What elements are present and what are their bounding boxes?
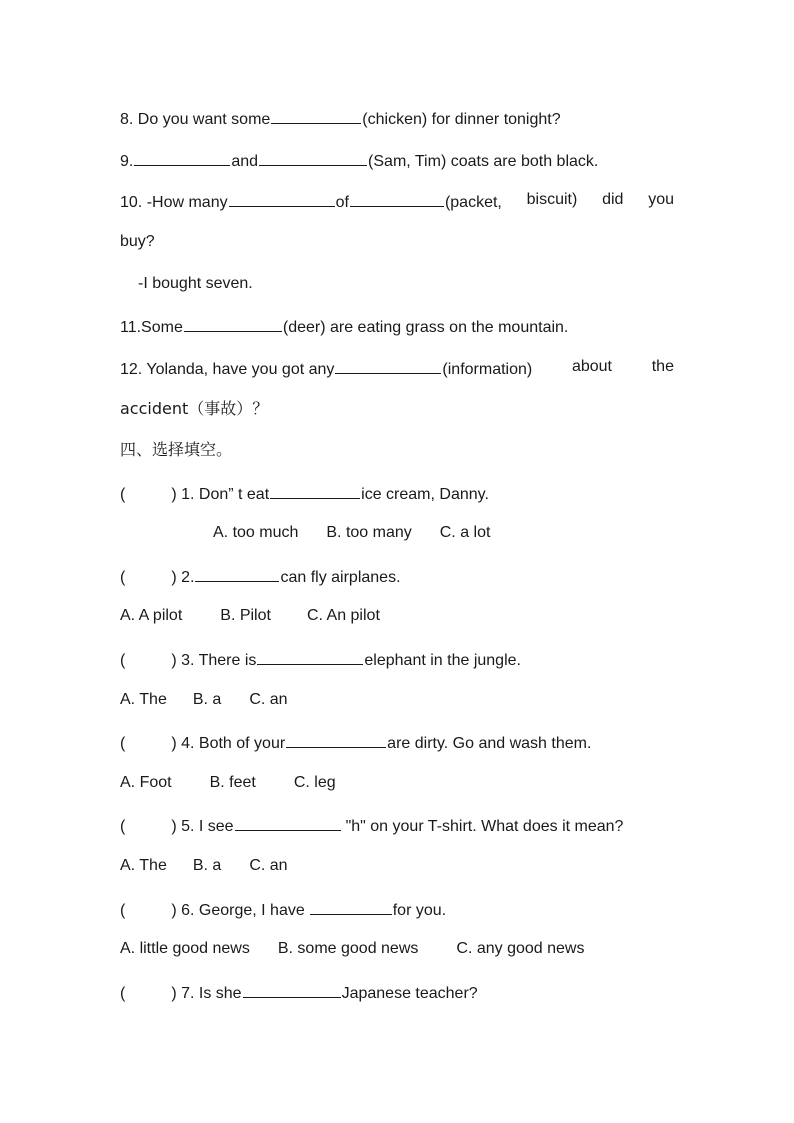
answer-blank[interactable] (229, 190, 335, 207)
answer-blank[interactable] (310, 898, 392, 915)
answer-blank[interactable] (184, 315, 282, 332)
option-b[interactable]: B. feet (209, 774, 256, 791)
option-b[interactable]: B. Pilot (220, 607, 271, 624)
question-10-answer: -I bought seven. (138, 275, 253, 292)
option-c[interactable]: C. an (249, 857, 288, 874)
mc-question-2: ( ) 2. can fly airplanes. (120, 565, 401, 588)
option-b[interactable]: B. a (192, 857, 222, 874)
section-title: 四、选择填空。 (120, 440, 233, 459)
mc-options-4 (120, 773, 336, 793)
option-b[interactable]: B. too many (326, 524, 412, 541)
answer-blank[interactable] (257, 648, 363, 665)
answer-blank[interactable] (134, 149, 230, 166)
answer-blank[interactable] (195, 565, 279, 582)
answer-blank[interactable] (271, 107, 361, 124)
option-a[interactable]: A. little good news (120, 940, 250, 957)
mc-options-1 (213, 523, 490, 543)
answer-blank[interactable] (350, 190, 444, 207)
mc-question-3: ( ) 3. There is elephant in the jungle. (120, 648, 521, 671)
question-10-continuation: buy? (120, 233, 155, 250)
mc-question-7: ( ) 7. Is she Japanese teacher? (120, 981, 478, 1004)
question-10: 10. -How many of (packet, biscuit) did you (120, 191, 674, 211)
question-8: 8. Do you want some (chicken) for dinner tonight? (120, 107, 561, 130)
answer-blank[interactable] (286, 731, 386, 748)
answer-blank[interactable] (259, 149, 367, 166)
option-a[interactable]: A. A pilot (120, 607, 183, 624)
option-b[interactable]: B. a (192, 691, 222, 708)
mc-question-1: ( ) 1. Don” t eat ice cream, Danny. (120, 482, 489, 505)
option-a[interactable]: A. Foot (120, 774, 172, 791)
mc-options-5 (120, 856, 288, 876)
option-a[interactable]: A. The (120, 691, 167, 708)
mc-options-2 (120, 606, 380, 626)
option-c[interactable]: C. An pilot (306, 607, 380, 624)
option-c[interactable]: C. any good news (456, 940, 585, 957)
option-c[interactable]: C. an (249, 691, 288, 708)
answer-blank[interactable] (235, 814, 341, 831)
question-12: 12. Yolanda, have you got any (information) about the (120, 358, 674, 378)
mc-question-4: ( ) 4. Both of your are dirty. Go and wash them. (120, 731, 591, 754)
mc-options-6 (120, 939, 584, 959)
question-9: 9. and (Sam, Tim) coats are both black. (120, 149, 598, 172)
answer-blank[interactable] (270, 482, 360, 499)
option-c[interactable]: C. leg (293, 774, 336, 791)
answer-blank[interactable] (243, 981, 341, 998)
mc-question-6: ( ) 6. George, I have for you. (120, 898, 446, 921)
option-c[interactable]: C. a lot (439, 524, 491, 541)
question-12-continuation: accident（事故）？ (120, 399, 269, 418)
question-11: 11.Some (deer) are eating grass on the mountain. (120, 315, 568, 338)
answer-blank[interactable] (335, 357, 441, 374)
mc-options-3 (120, 690, 288, 710)
option-b[interactable]: B. some good news (277, 940, 419, 957)
option-a[interactable]: A. too much (213, 524, 299, 541)
mc-question-5: ( ) 5. I see "h" on your T-shirt. What does it mean? (120, 814, 623, 837)
option-a[interactable]: A. The (120, 857, 167, 874)
